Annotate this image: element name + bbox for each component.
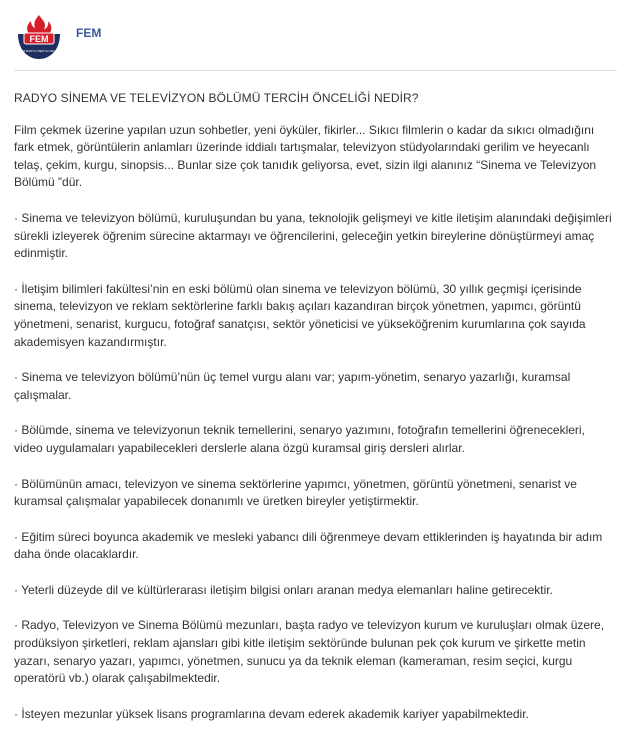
fem-logo[interactable]	[14, 12, 64, 62]
article-paragraph: · Yeterli düzeyde dil ve kültürlerarası iletişim bilgisi onları aranan medya elemanları haline getirecektir.	[14, 582, 553, 597]
fem-logo-icon	[14, 12, 64, 62]
article-paragraph: · İletişim bilimleri fakültesi’nin en eski bölümü olan sinema ve televizyon bölümü, 30 yıllık geçmişi içerisinde sinema, televizyon ve reklam sektörlerine farklı bakış açıları kazandıran birçok yönetmen, yapımcı, görüntü yönetmeni, senarist, kurgucu, fotoğraf sanatçısı, sektör yöneticisi ve yükseköğrenim kurumlarına çok sayıda akademisyen kazandırmıştır.	[14, 281, 586, 349]
page-name-link[interactable]: FEM	[76, 26, 102, 40]
header-divider	[14, 70, 617, 71]
logo-subtext: FM RADYO MEDYA GRUP	[20, 49, 58, 53]
page-header	[0, 0, 627, 70]
article-paragraph: · Radyo, Televizyon ve Sinema Bölümü mezunları, başta radyo ve televizyon kurum ve kuruluşları olmak üzere, prodüksiyon şirketleri, reklam ajansları gibi kitle iletişim sektöründe bulunan pek çok kurum ve şirkette metin yazarı, senaryo yazarı, yapımcı, yönetmen, sunucu ya da teknik eleman (kameraman, resim seçici, kurgu operatörü vb.) olarak çalışabilmektedir.	[14, 618, 605, 686]
article-paragraph: · Bölümünün amacı, televizyon ve sinema sektörlerine yapımcı, yönetmen, görüntü yönetmeni, senarist ve kuramsal çalışmalar yapabilecek donanımlı ve üretken bireyler yetiştirmektir.	[14, 476, 577, 509]
article-title: RADYO SİNEMA VE TELEVİZYON BÖLÜMÜ TERCİH ÖNCELİĞİ NEDİR?	[14, 91, 419, 105]
article-paragraph: · İsteyen mezunlar yüksek lisans programlarına devam ederek akademik kariyer yapabilmektedir.	[14, 706, 529, 721]
article-body	[14, 90, 614, 733]
article-paragraph: · Eğitim süreci boyunca akademik ve mesleki yabancı dili öğrenmeye devam ettiklerinden iş hayatında bir adım daha önde olacaklardır.	[14, 529, 603, 562]
article-paragraph: · Bölümde, sinema ve televizyonun teknik temellerini, senaryo yazımını, fotoğrafın temellerini öğrenecekleri, video uygulamaları yapabilecekleri derslerle alana özgü kuramsal giriş dersleri alırlar.	[14, 423, 585, 455]
article-paragraph: · Sinema ve televizyon bölümü, kuruluşundan bu yana, teknolojik gelişmeyi ve kitle iletişim alanındaki değişimleri sürekli izleyerek öğrenim sürecine aktarmayı ve öğrencilerini, geleceğin yetkin bireylerine dönüştürmeyi amaç edinmiştir.	[14, 210, 612, 261]
logo-text: FEM	[29, 34, 49, 44]
article-paragraph: Film çekmek üzerine yapılan uzun sohbetler, yeni öyküler, fikirler... Sıkıcı filmlerin o kadar da sıkıcı olmadığını fark etmek, görüntülerin anlamları üzerinde iddialı tartışmalar, televizyon stüdyolarındaki gerilim ve heyecanlı telaş, çekim, kurgu, sinopsis... Bunlar size çok tanıdık geliyorsa, evet, sizin ilgi alanınız “Sinema ve Televizyon Bölümü ”dür.	[14, 122, 597, 190]
article-paragraph: · Sinema ve televizyon bölümü’nün üç temel vurgu alanı var; yapım-yönetim, senaryo yazarlığı, kuramsal çalışmalar.	[14, 370, 571, 402]
